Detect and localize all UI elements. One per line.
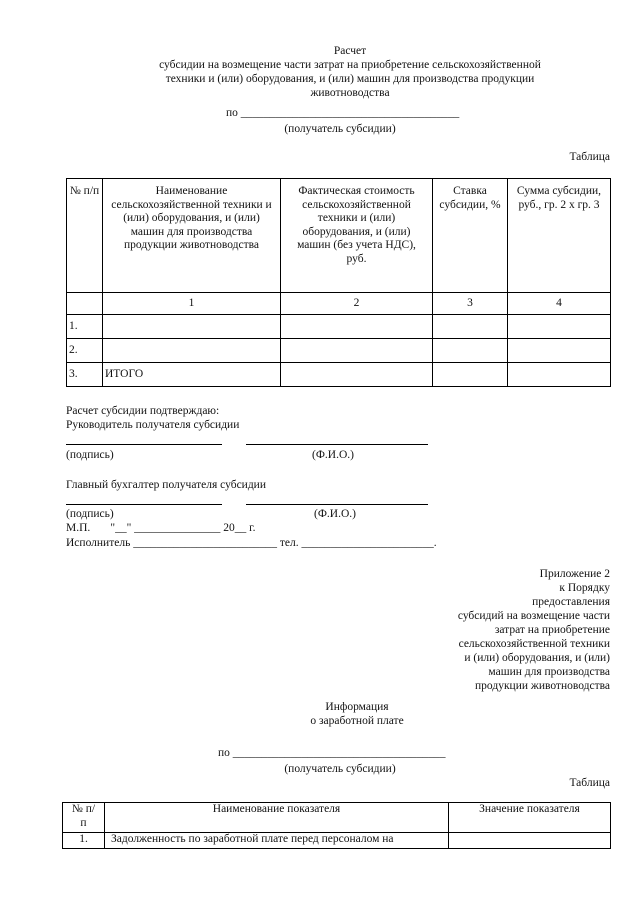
signature-line (66, 504, 222, 505)
confirm-text: Расчет субсидии подтверждаю: (66, 405, 220, 417)
appendix-line: и (или) оборудования, и (или) (464, 652, 610, 664)
table-header-row (67, 179, 611, 293)
salary-table (62, 802, 611, 849)
title-line: Расчет (333, 45, 367, 57)
table-cell (508, 339, 611, 363)
row-number: 2. (67, 339, 103, 363)
row-value (449, 833, 611, 849)
subsidy-table (66, 178, 611, 387)
sign-caption: (подпись) (66, 449, 114, 461)
row-number: 3. (67, 363, 103, 387)
column-number: 2 (281, 293, 433, 315)
table-cell (433, 339, 508, 363)
title-line: животноводства (310, 87, 390, 99)
row-name (103, 315, 281, 339)
row-number: 1. (67, 315, 103, 339)
title-line: о заработной плате (310, 715, 404, 727)
header-cell: Наименование сельскохозяйственной техники и (или) оборудования, и (или) машин для производства продукции животноводства (103, 179, 281, 293)
fio-caption: (Ф.И.О.) (312, 449, 354, 461)
table-cell (281, 315, 433, 339)
table-row (67, 339, 611, 363)
fio-caption: (Ф.И.О.) (314, 508, 356, 520)
stamp-date-line: М.П. "__" _______________ 20__ г. (66, 522, 256, 534)
appendix-header (380, 567, 610, 693)
header-cell: Значение показателя (449, 803, 611, 833)
row-name: Задолженность по заработной плате перед персоналом на (105, 833, 449, 849)
table-row (67, 363, 611, 387)
column-number: 4 (508, 293, 611, 315)
header-cell: № п/п (63, 803, 105, 833)
fio-line (246, 504, 428, 505)
executor-line: Исполнитель _________________________ тел. _______________________. (66, 537, 437, 549)
column-number: 1 (103, 293, 281, 315)
appendix-line: затрат на приобретение (494, 624, 610, 636)
title-line: субсидии на возмещение части затрат на приобретение сельскохозяйственной (159, 59, 541, 71)
form2-title (257, 700, 457, 728)
table-cell (433, 315, 508, 339)
table-cell (281, 363, 433, 387)
head-label: Руководитель получателя субсидии (66, 419, 240, 431)
column-number-row (67, 293, 611, 315)
header-cell: Фактическая стоимость сельскохозяйственной техники и (или) оборудования, и (или) машин (без учета НДС), руб. (281, 179, 433, 293)
table-cell (67, 293, 103, 315)
appendix-line: машин для производства (488, 666, 610, 678)
table-cell (281, 339, 433, 363)
table-label: Таблица (569, 777, 610, 789)
table-cell (433, 363, 508, 387)
table-row (63, 833, 611, 849)
table-cell (508, 315, 611, 339)
recipient-caption: (получатель субсидии) (284, 123, 396, 135)
signature-line (66, 444, 222, 445)
fio-line (246, 444, 428, 445)
table-label: Таблица (569, 151, 610, 163)
header-cell: Ставка субсидии, % (433, 179, 508, 293)
row-name (103, 339, 281, 363)
appendix-line: субсидий на возмещение части (457, 610, 610, 622)
header-cell: Сумма субсидии, руб., гр. 2 x гр. 3 (508, 179, 611, 293)
form1-title (80, 44, 620, 100)
recipient-line: по ______________________________________ (226, 107, 460, 119)
recipient-line: по _____________________________________ (218, 747, 446, 759)
column-number: 3 (433, 293, 508, 315)
row-name: ИТОГО (103, 363, 281, 387)
table-header-row (63, 803, 611, 833)
sign-caption: (подпись) (66, 508, 114, 520)
title-line: техники и (или) оборудования, и (или) машин для производства продукции (165, 73, 535, 85)
recipient-caption: (получатель субсидии) (284, 763, 396, 775)
table-row (67, 315, 611, 339)
header-cell: Наименование показателя (105, 803, 449, 833)
header-cell: № п/п (67, 179, 103, 293)
appendix-line: сельскохозяйственной техники (458, 638, 610, 650)
appendix-line: продукции животноводства (475, 680, 610, 692)
appendix-line: Приложение 2 (539, 568, 610, 580)
appendix-line: предоставления (532, 596, 610, 608)
appendix-line: к Порядку (559, 582, 610, 594)
table-cell (508, 363, 611, 387)
accountant-label: Главный бухгалтер получателя субсидии (66, 479, 266, 491)
title-line: Информация (325, 701, 389, 713)
row-number: 1. (63, 833, 105, 849)
